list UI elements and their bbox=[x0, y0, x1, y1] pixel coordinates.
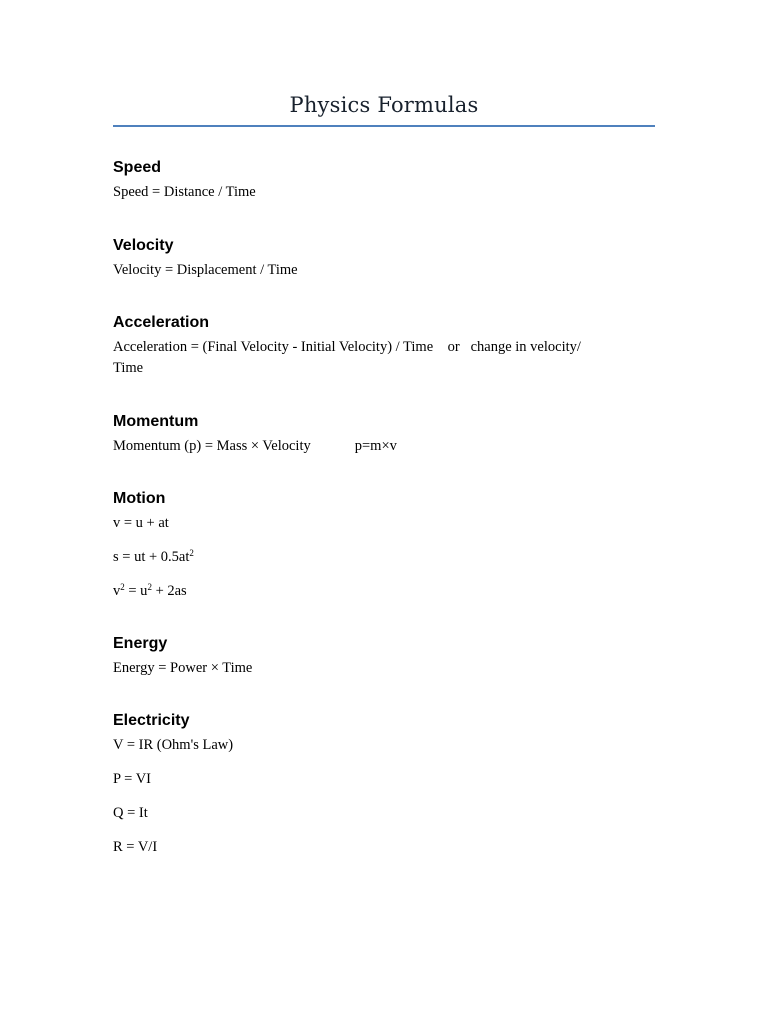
formula-velocity: Velocity = Displacement / Time bbox=[113, 262, 298, 278]
formula-electricity-2: P = VI bbox=[113, 771, 151, 787]
formula-motion-3-mid: = u bbox=[124, 583, 148, 599]
document-page bbox=[113, 0, 655, 1024]
section-motion bbox=[113, 489, 655, 602]
formula-motion-3-exponent-2: 2 bbox=[147, 582, 152, 592]
formula-motion-2-exponent: 2 bbox=[189, 548, 194, 558]
formula-energy: Energy = Power × Time bbox=[113, 660, 253, 676]
section-heading-velocity: Velocity bbox=[113, 237, 174, 254]
formula-motion-3 bbox=[113, 581, 655, 602]
section-heading-motion: Motion bbox=[113, 490, 166, 507]
formula-electricity-3: Q = It bbox=[113, 805, 148, 821]
formula-speed: Speed = Distance / Time bbox=[113, 184, 256, 200]
formula-momentum-short: p=m×v bbox=[354, 438, 397, 454]
section-momentum bbox=[113, 412, 655, 457]
formula-motion-3-end: + 2as bbox=[151, 583, 187, 599]
section-speed bbox=[113, 158, 655, 203]
section-energy bbox=[113, 634, 655, 679]
formula-acceleration-line-1: Acceleration = (Final Velocity - Initial Velocity) / Time or change in velocity/ bbox=[113, 339, 581, 355]
formula-motion-3-exponent-1: 2 bbox=[120, 582, 125, 592]
formula-motion-2-main: s = ut + 0.5at bbox=[113, 549, 190, 565]
document-title: Physics Formulas bbox=[289, 93, 479, 117]
section-heading-momentum: Momentum bbox=[113, 413, 199, 430]
formula-electricity-1: V = IR (Ohm's Law) bbox=[113, 737, 234, 753]
section-electricity bbox=[113, 711, 655, 858]
section-heading-acceleration: Acceleration bbox=[113, 314, 210, 331]
title-underline bbox=[113, 125, 655, 127]
formula-electricity-4: R = V/I bbox=[113, 839, 158, 855]
formula-acceleration-line-2: Time bbox=[113, 360, 144, 376]
formula-motion-3-v: v bbox=[113, 583, 121, 599]
section-heading-electricity: Electricity bbox=[113, 712, 190, 729]
formula-momentum-row bbox=[113, 436, 655, 457]
section-heading-speed: Speed bbox=[113, 159, 162, 176]
section-heading-energy: Energy bbox=[113, 635, 168, 652]
section-velocity bbox=[113, 236, 655, 281]
formula-momentum: Momentum (p) = Mass × Velocity bbox=[113, 438, 311, 454]
formula-motion-1: v = u + at bbox=[113, 515, 169, 531]
section-acceleration bbox=[113, 313, 655, 379]
formula-motion-2 bbox=[113, 547, 655, 568]
title-container bbox=[113, 93, 655, 117]
